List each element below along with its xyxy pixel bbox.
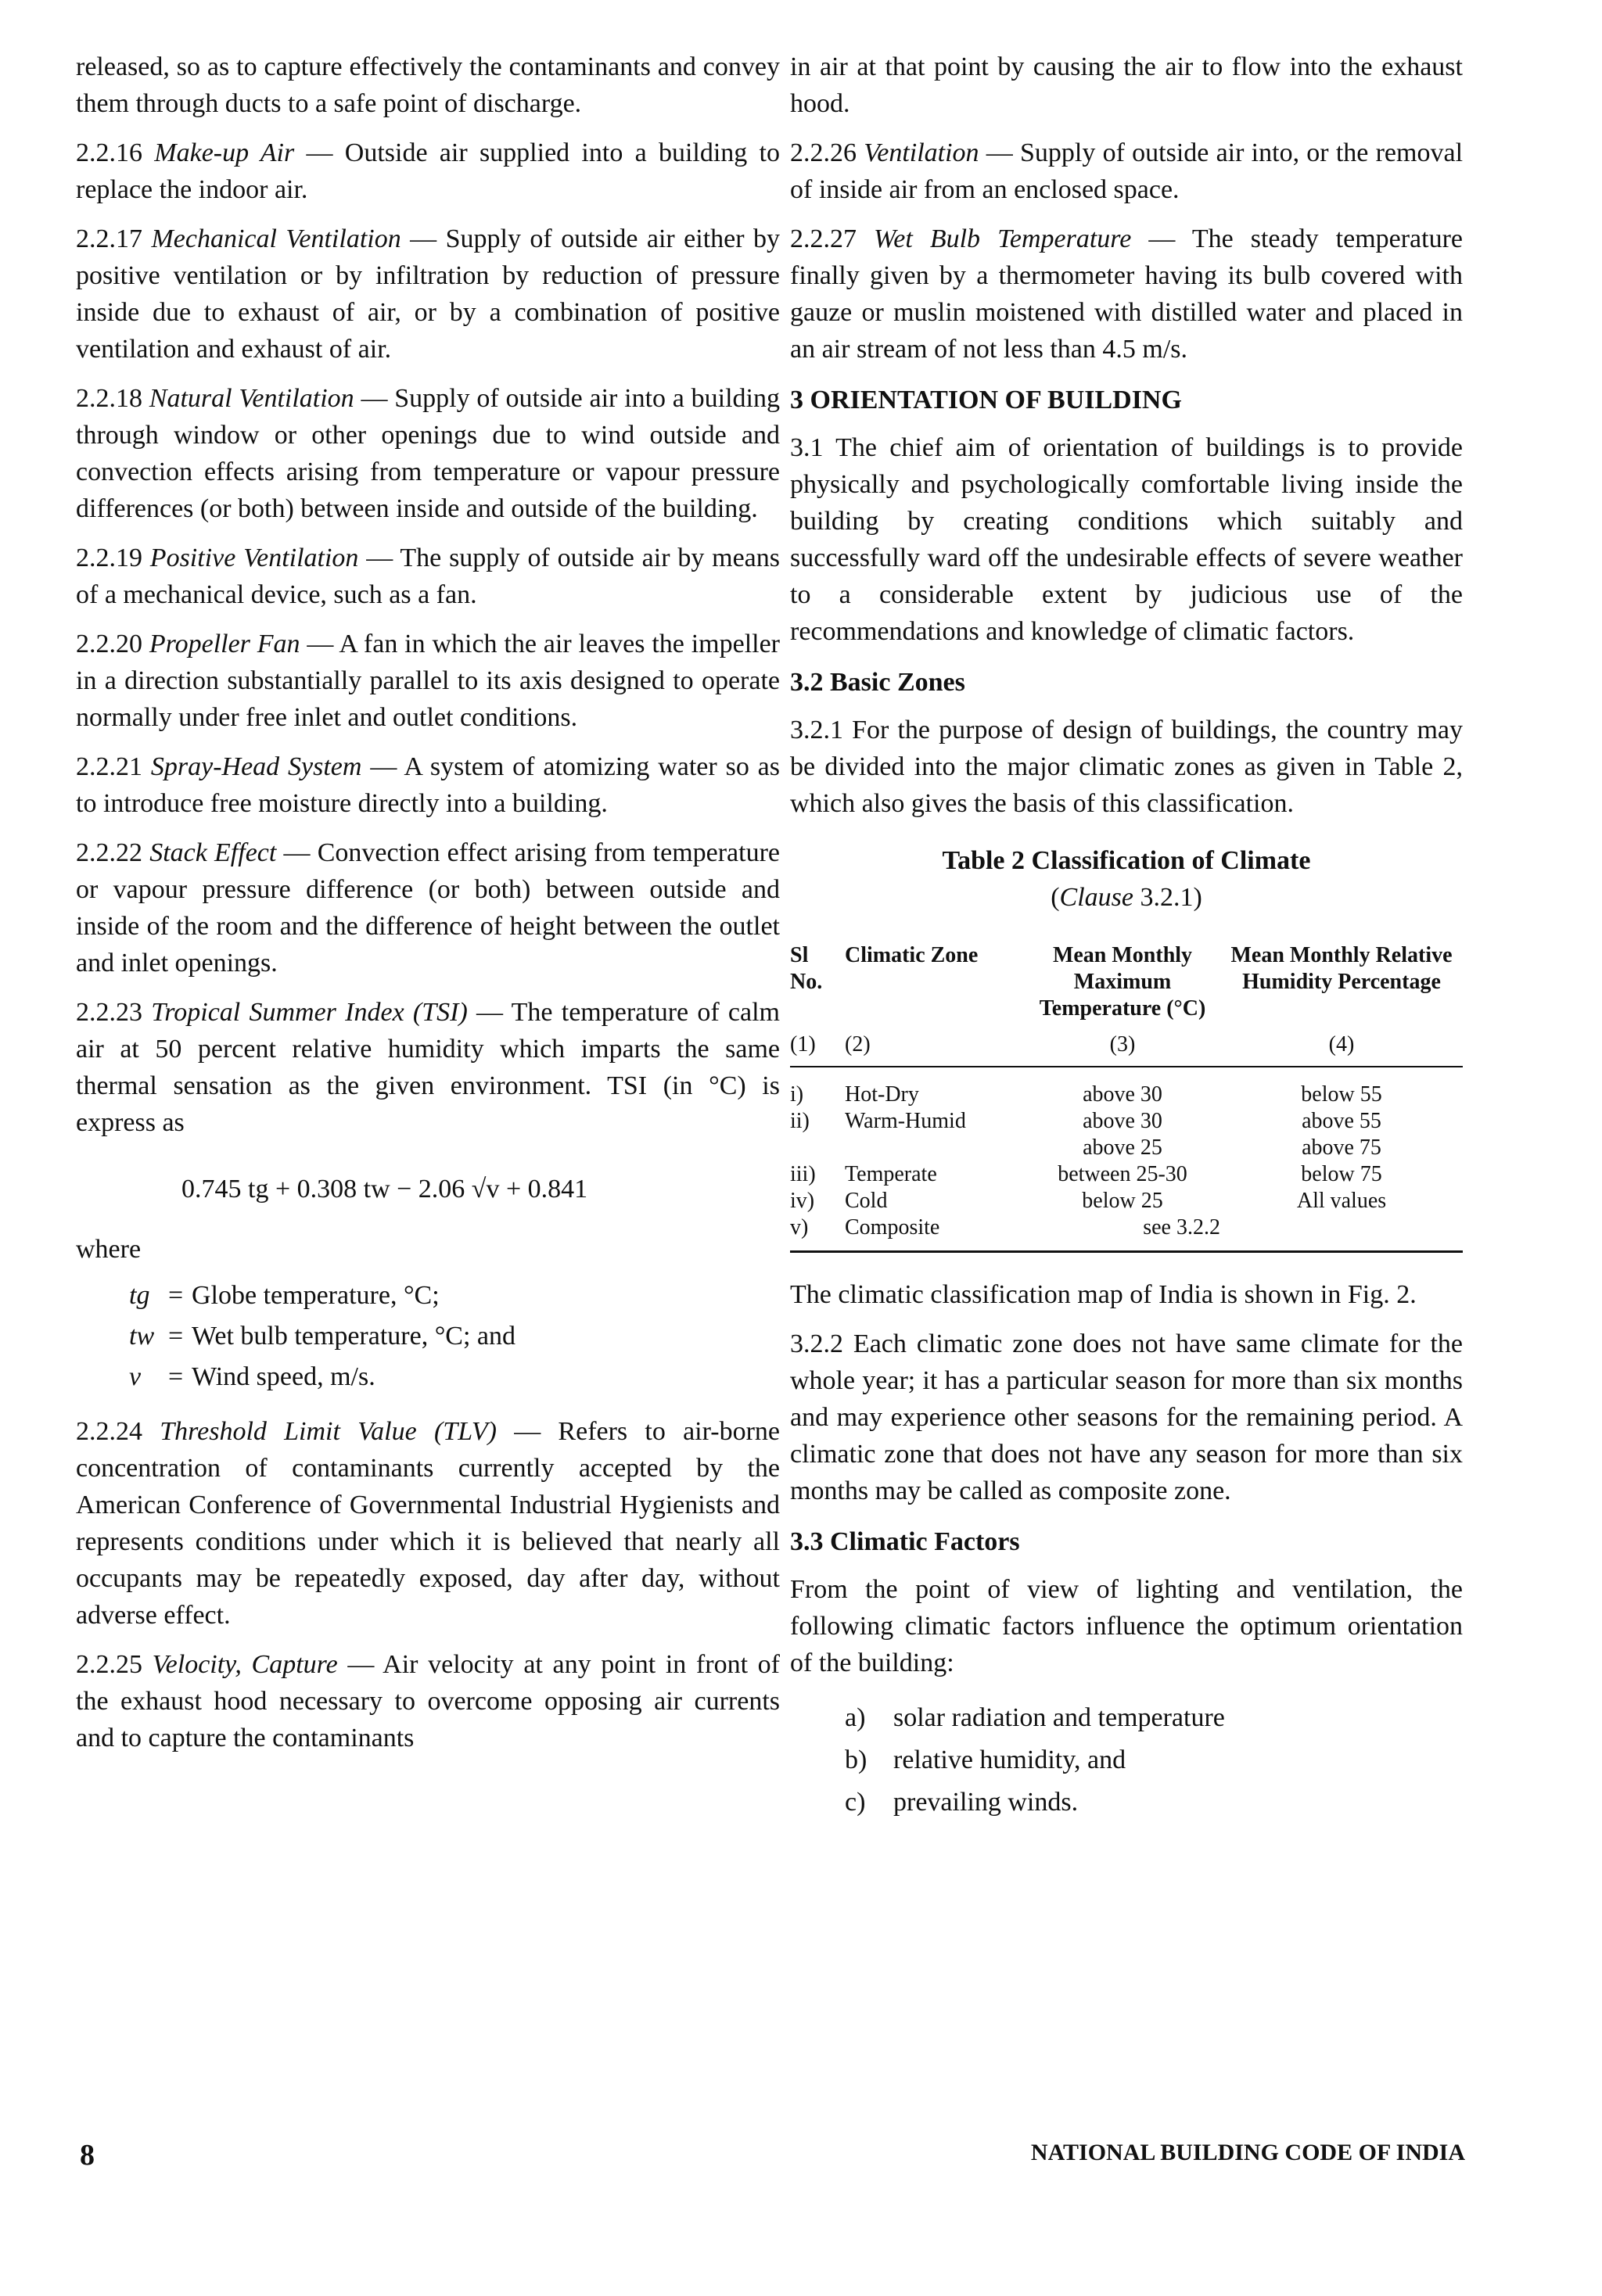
definition-2-2-18: 2.2.18 Natural Ventilation — Supply of outside air into a building through window or other openings due to wind outside and convection effects arising from temperature or vapour pressure differences (or both) between inside and outside of the building. [76, 384, 781, 523]
table-header: Mean Monthly Maximum Temperature (°C) [1039, 943, 1206, 1021]
list-item: b) relative humidity, and [845, 1745, 1126, 1774]
table-header: Sl No. [790, 943, 823, 994]
section-3-2-heading: 3.2 Basic Zones [790, 668, 965, 697]
paragraph-3-1: 3.1 The chief aim of orientation of buildings is to provide physically and psychologically comfortable living inside the building by creating conditions which suitably and successfully ward off the undesirable effects of severe weather to a considerable extent by judicious use of the recommendations and knowledge of climatic factors. [790, 433, 1463, 646]
section-3-3-heading: 3.3 Climatic Factors [790, 1527, 1020, 1556]
definition-2-2-25: 2.2.25 Velocity, Capture — Air velocity at any point in front of the exhaust hood necessary to overcome opposing air currents and to capture the contaminants [76, 1650, 780, 1752]
right-intro: in air at that point by causing the air to flow into the exhaust hood. [790, 52, 1463, 118]
column-index: (1) [790, 1024, 845, 1067]
tsi-formula: 0.745 tg + 0.308 tw − 2.06 √v + 0.841 [181, 1175, 588, 1204]
table-row: i) Hot-Dry above 30 below 55 [790, 1082, 1382, 1107]
paragraph-3-2-1: 3.2.1 For the purpose of design of buildings, the country may be divided into the major climatic zones as given in Table 2, which also gives the basis of this classification. [790, 716, 1463, 818]
table-row: v) Composite see 3.2.2 [790, 1214, 1463, 1252]
column-index: (2) [845, 1024, 1025, 1067]
definition-2-2-27: 2.2.27 Wet Bulb Temperature — The steady temperature finally given by a thermometer having its bulb covered with gauze or muslin moistened with distilled water and placed in an air stream of not less than 4.5 m/s. [790, 224, 1463, 364]
definition-2-2-23: 2.2.23 Tropical Summer Index (TSI) — The temperature of calm air at 50 percent relative humidity which imparts the same thermal sensation as the given environment. TSI (in °C) is express as [76, 998, 780, 1137]
section-3-heading: 3 ORIENTATION OF BUILDING [790, 386, 1182, 414]
symbol-definitions [129, 1275, 780, 1397]
symbol-row: v = Wind speed, m/s. [129, 1362, 375, 1391]
list-item: a) solar radiation and temperature [845, 1703, 1225, 1732]
symbol-row: tg = Globe temperature, °C; [129, 1281, 440, 1310]
left-column [76, 48, 780, 1769]
definition-2-2-19: 2.2.19 Positive Ventilation — The supply of outside air by means of a mechanical device, such as a fan. [76, 544, 780, 609]
definition-2-2-21: 2.2.21 Spray-Head System — A system of atomizing water so as to introduce free moisture directly into a building. [76, 752, 781, 818]
page-number: 8 [80, 2139, 95, 2172]
definition-2-2-16: 2.2.16 Make-up Air — Outside air supplied into a building to replace the indoor air. [76, 138, 781, 204]
paragraph-3-3: From the point of view of lighting and ventilation, the following climatic factors influence the optimum orientation of the building: [790, 1575, 1463, 1677]
paragraph-map-reference: The climatic classification map of India is shown in Fig. 2. [790, 1280, 1417, 1309]
table-row: iii) Temperate between 25-30 below 75 [790, 1162, 1382, 1186]
climate-table [790, 935, 1463, 1253]
column-index: (4) [1220, 1024, 1463, 1067]
definition-2-2-24: 2.2.24 Threshold Limit Value (TLV) — Refers to air-borne concentration of contaminants currently accepted by the American Conference of Governmental Industrial Hygienists and represents conditions under which it is believed that nearly all occupants may be repeatedly exposed, day after day, without adverse effect. [76, 1417, 781, 1630]
right-column [790, 48, 1463, 1824]
left-intro: released, so as to capture effectively the contaminants and convey them through ducts to a safe point of discharge. [76, 52, 780, 118]
list-item: c) prevailing winds. [845, 1788, 1079, 1817]
definition-2-2-20: 2.2.20 Propeller Fan — A fan in which the air leaves the impeller in a direction substantially parallel to its axis designed to operate normally under free inlet and outlet conditions. [76, 630, 781, 732]
definition-2-2-22: 2.2.22 Stack Effect — Convection effect arising from temperature or vapour pressure difference (or both) between outside and inside of the room and the difference of height between the outlet and inlet openings. [76, 838, 781, 978]
climatic-factors-list [790, 1697, 1463, 1824]
footer-title: NATIONAL BUILDING CODE OF INDIA [1030, 2140, 1465, 2165]
table-row: above 25 above 75 [1083, 1135, 1381, 1160]
symbol-row: tw = Wet bulb temperature, °C; and [129, 1322, 516, 1351]
definition-2-2-17: 2.2.17 Mechanical Ventilation — Supply of outside air either by positive ventilation or by infiltration by reduction of pressure inside due to exhaust of air, or by a combination of positive ventilation and exhaust of air. [76, 224, 781, 364]
table-title: Table 2 Classification of Climate [942, 846, 1311, 875]
definition-2-2-26: 2.2.26 Ventilation — Supply of outside air into, or the removal of inside air from an enclosed space. [790, 138, 1464, 204]
table-row: ii) Warm-Humid above 30 above 55 [790, 1109, 1381, 1133]
paragraph-3-2-2: 3.2.2 Each climatic zone does not have same climate for the whole year; it has a particular season for more than six months and may experience other seasons for the remaining period. A climatic zone that does not have any season for more than six months may be called as composite zone. [790, 1329, 1463, 1505]
table-header: Mean Monthly Relative Humidity Percentage [1230, 943, 1453, 994]
where-label: where [76, 1235, 142, 1264]
table-row: iv) Cold below 25 All values [790, 1189, 1387, 1213]
column-index: (3) [1025, 1024, 1220, 1067]
table-clause: (Clause 3.2.1) [1051, 883, 1202, 912]
table-header: Climatic Zone [845, 943, 979, 967]
